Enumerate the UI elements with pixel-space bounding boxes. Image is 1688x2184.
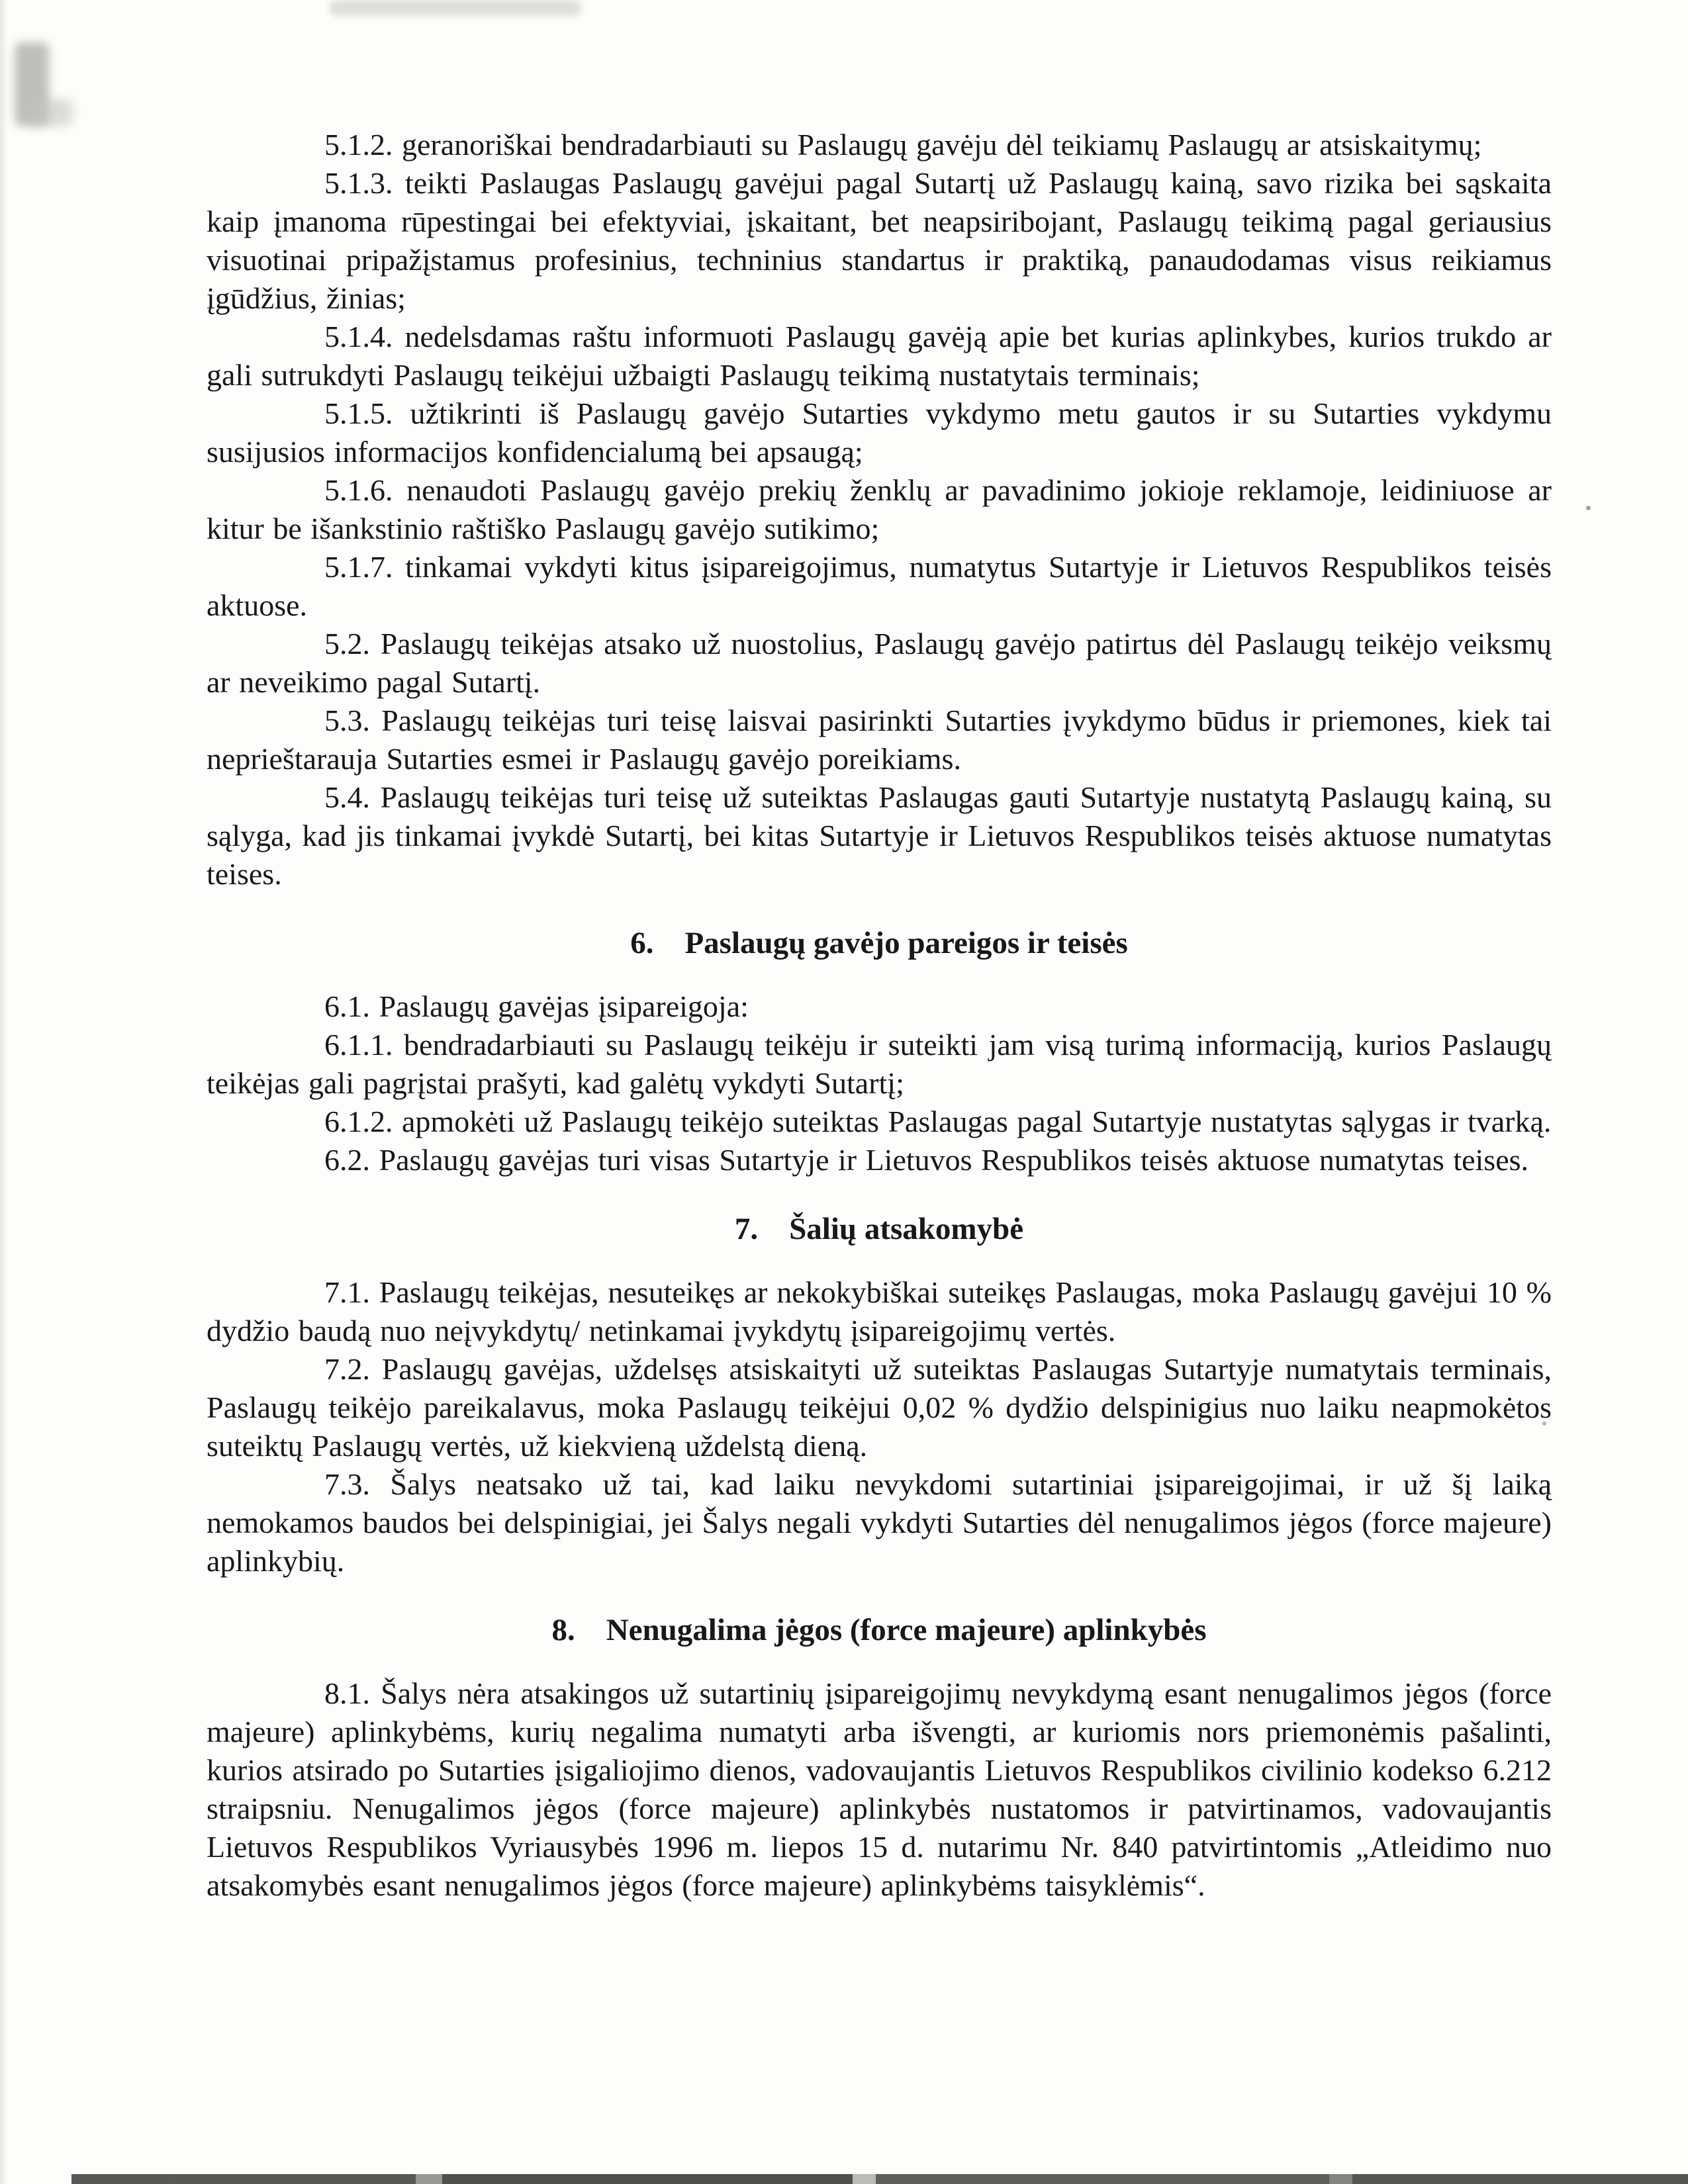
scan-left-edge-shade <box>0 0 8 2184</box>
paragraph: 8.1. Šalys nėra atsakingos už sutartinių įsipareigojimų nevykdymą esant nenugalimos jėgos (force majeure) aplinkybėms, kurių negalima numatyti arba išvengti, ar kuriomis nors priemonėmis pašalinti, kurios atsirado po Sutarties įsigaliojimo dienos, vadovaujantis Lietuvos Respublikos civilinio kodekso 6.212 straipsniu. Nenugalimos jėgos (force majeure) aplinkybės nustatomos ir patvirtinamos, vadovaujantis Lietuvos Respublikos Vyriausybės 1996 m. liepos 15 d. nutarimu Nr. 840 patvirtintomis „Atleidimo nuo atsakomybės esant nenugalimos jėgos (force majeure) aplinkybėms taisyklėmis“. <box>207 1676 1552 1902</box>
scan-smudge-top-center <box>330 0 581 16</box>
section-heading: 8. Nenugalima jėgos (force majeure) aplinkybės <box>551 1613 1207 1647</box>
paragraph: 5.1.2. geranoriškai bendradarbiauti su Paslaugų gavėju dėl teikiamų Paslaugų ar atsiskaitymų; <box>324 128 1482 161</box>
paragraph: 7.3. Šalys neatsako už tai, kad laiku nevykdomi sutartiniai įsipareigojimai, ir už šį laiką nemokamos baudos bei delspinigiai, jei Šalys negali vykdyti Sutarties dėl nenugalimos jėgos (force majeure) aplinkybių. <box>207 1467 1552 1578</box>
paragraph: 6.1.1. bendradarbiauti su Paslaugų teikėju ir suteikti jam visą turimą informaciją, kurios Paslaugų teikėjas gali pagrįstai prašyti, kad galėtų vykdyti Sutartį; <box>207 1028 1552 1100</box>
section-heading: 7. Šalių atsakomybė <box>734 1212 1024 1246</box>
paragraph: 5.1.4. nedelsdamas raštu informuoti Paslaugų gavėją apie bet kurias aplinkybes, kurios trukdo ar gali sutrukdyti Paslaugų teikėjui užbaigti Paslaugų teikimą nustatytais terminais; <box>207 320 1552 392</box>
section-heading: 6. Paslaugų gavėjo pareigos ir teisės <box>630 926 1128 960</box>
paragraph: 5.2. Paslaugų teikėjas atsako už nuostolius, Paslaugų gavėjo patirtus dėl Paslaugų teikėjo veiksmų ar neveikimo pagal Sutartį. <box>207 627 1552 699</box>
paragraph: 5.3. Paslaugų teikėjas turi teisę laisvai pasirinkti Sutarties įvykdymo būdus ir priemones, kiek tai neprieštarauja Sutarties esmei ir Paslaugų gavėjo poreikiams. <box>207 704 1552 776</box>
paragraph: 6.1.2. apmokėti už Paslaugų teikėjo suteiktas Paslaugas pagal Sutartyje nustatytas sąlygas ir tvarką. <box>324 1105 1552 1138</box>
paragraph: 6.2. Paslaugų gavėjas turi visas Sutartyje ir Lietuvos Respublikos teisės aktuose numatytas teises. <box>324 1143 1529 1177</box>
scan-speck <box>1586 506 1591 510</box>
document-body <box>207 126 1552 1905</box>
scan-smudge-top-left-secondary <box>26 99 73 126</box>
paragraph: 5.1.6. nenaudoti Paslaugų gavėjo prekių ženklų ar pavadinimo jokioje reklamoje, leidiniuose ar kitur be išankstinio raštiško Paslaugų gavėjo sutikimo; <box>207 473 1552 545</box>
paragraph: 6.1. Paslaugų gavėjas įsipareigoja: <box>324 989 749 1023</box>
scan-bottom-edge-strip <box>71 2174 1688 2184</box>
paragraph: 5.1.5. užtikrinti iš Paslaugų gavėjo Sutarties vykdymo metu gautos ir su Sutarties vykdymu susijusios informacijos konfidencialumą bei apsaugą; <box>207 396 1552 469</box>
paragraph: 5.1.3. teikti Paslaugas Paslaugų gavėjui pagal Sutartį už Paslaugų kainą, savo rizika bei sąskaita kaip įmanoma rūpestingai bei efektyviai, įskaitant, bet neapsiribojant, Paslaugų teikimą pagal geriausius visuotinai pripažįstamus profesinius, techninius standartus ir praktiką, panaudodamas visus reikiamus įgūdžius, žinias; <box>207 166 1552 315</box>
paragraph: 7.1. Paslaugų teikėjas, nesuteikęs ar nekokybiškai suteikęs Paslaugas, moka Paslaugų gavėjui 10 % dydžio baudą nuo neįvykdytų/ netinkamai įvykdytų įsipareigojimų vertės. <box>207 1275 1552 1347</box>
paragraph: 5.4. Paslaugų teikėjas turi teisę už suteiktas Paslaugas gauti Sutartyje nustatytą Paslaugų kainą, su sąlyga, kad jis tinkamai įvykdė Sutartį, bei kitas Sutartyje ir Lietuvos Respublikos teisės aktuose numatytas teises. <box>207 780 1552 891</box>
paragraph: 5.1.7. tinkamai vykdyti kitus įsipareigojimus, numatytus Sutartyje ir Lietuvos Respublikos teisės aktuose. <box>207 550 1552 622</box>
paragraph: 7.2. Paslaugų gavėjas, uždelsęs atsiskaityti už suteiktas Paslaugas Sutartyje numatytais terminais, Paslaugų teikėjo pareikalavus, moka Paslaugų teikėjui 0,02 % dydžio delspinigius nuo laiku neapmokėtos suteiktų Paslaugų vertės, už kiekvieną uždelstą dieną. <box>207 1352 1552 1463</box>
